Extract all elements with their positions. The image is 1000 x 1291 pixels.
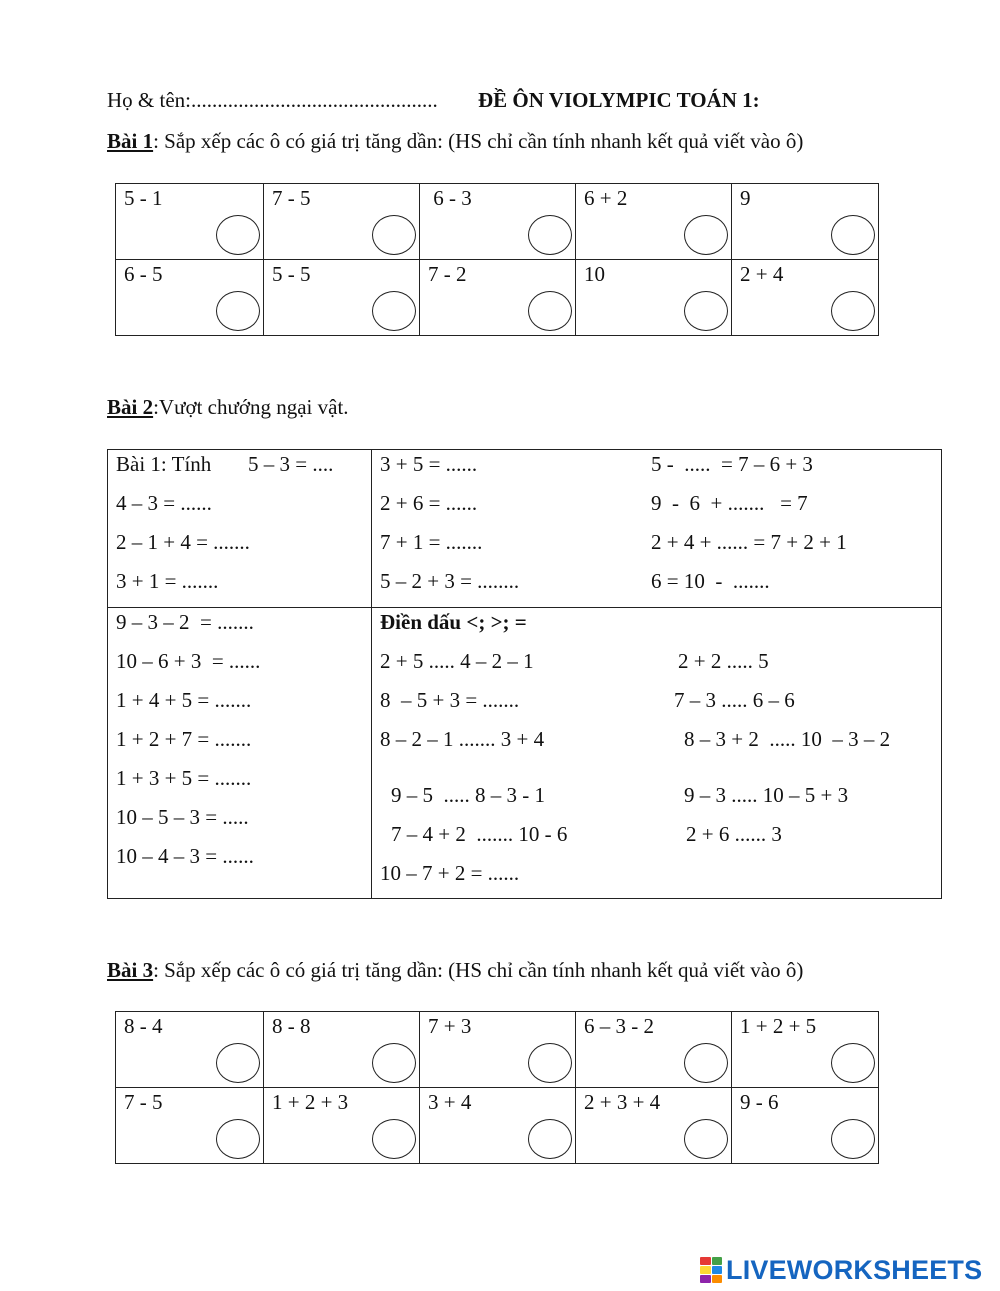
bai2-horizontal-divider [108, 607, 941, 608]
bai1-cell [420, 184, 576, 260]
cell-expression: 2 + 3 + 4 [584, 1090, 661, 1114]
cell-expression: 6 - 5 [124, 262, 163, 286]
answer-circle[interactable] [831, 215, 875, 255]
cell-expression: 3 + 4 [428, 1090, 472, 1114]
cell-expression: 7 - 2 [428, 262, 467, 286]
exercise-line[interactable]: 7 – 4 + 2 ....... 10 - 6 [391, 822, 568, 846]
exercise-line[interactable]: 8 – 5 + 3 = ....... [380, 688, 520, 712]
compare-title: Điền dấu <; >; = [380, 610, 527, 634]
bai3-row-1 [116, 1012, 879, 1088]
exercise-line[interactable]: 3 + 5 = ...... [380, 452, 478, 476]
exercise-line[interactable]: 2 + 4 + ...... = 7 + 2 + 1 [651, 530, 847, 554]
answer-circle[interactable] [831, 1119, 875, 1159]
cell-expression: 6 - 3 [428, 186, 472, 210]
exercise-line[interactable]: 9 – 3 – 2 = ....... [116, 610, 254, 634]
exercise-line[interactable]: 7 – 3 ..... 6 – 6 [674, 688, 795, 712]
exercise-line[interactable]: 10 – 7 + 2 = ...... [380, 861, 520, 885]
bai3-instruction: : Sắp xếp các ô có giá trị tăng dần: (HS chỉ cần tính nhanh kết quả viết vào ô) [153, 958, 804, 982]
exercise-line[interactable]: 8 – 2 – 1 ....... 3 + 4 [380, 727, 545, 751]
answer-circle[interactable] [528, 1119, 572, 1159]
answer-circle[interactable] [528, 1043, 572, 1083]
liveworksheets-logo [700, 1255, 982, 1285]
exercise-line[interactable]: 7 + 1 = ....... [380, 530, 483, 554]
answer-circle[interactable] [372, 291, 416, 331]
exercise-line[interactable]: 9 - 6 + ....... = 7 [651, 491, 808, 515]
exercise-line[interactable]: 1 + 4 + 5 = ....... [116, 688, 252, 712]
answer-circle[interactable] [528, 291, 572, 331]
exercise-line[interactable]: 2 + 5 ..... 4 – 2 – 1 [380, 649, 534, 673]
bai1-cell [264, 260, 420, 336]
bai1-label: Bài 1 [107, 129, 154, 153]
bai1-cell [732, 184, 879, 260]
answer-circle[interactable] [216, 291, 260, 331]
bai1-instruction: : Sắp xếp các ô có giá trị tăng dần: (HS chỉ cần tính nhanh kết quả viết vào ô) [153, 129, 804, 153]
exercise-line[interactable]: 6 = 10 - ....... [651, 569, 770, 593]
cell-expression: 6 – 3 - 2 [584, 1014, 654, 1038]
exercise-line[interactable]: 5 - ..... = 7 – 6 + 3 [651, 452, 813, 476]
bai1-cell [576, 260, 732, 336]
cell-expression: 2 + 4 [740, 262, 784, 286]
exercise-line[interactable]: 2 + 6 = ...... [380, 491, 478, 515]
bai1-cell [264, 184, 420, 260]
bai3-cell [420, 1012, 576, 1088]
bai3-cell [576, 1012, 732, 1088]
answer-circle[interactable] [684, 1043, 728, 1083]
bai2-label: Bài 2 [107, 395, 154, 419]
exercise-line[interactable]: 5 – 2 + 3 = ........ [380, 569, 520, 593]
cell-expression: 9 [740, 186, 751, 210]
exercise-line[interactable]: 1 + 3 + 5 = ....... [116, 766, 252, 790]
bai3-cell [264, 1012, 420, 1088]
bai3-cell [732, 1012, 879, 1088]
exercise-line[interactable]: 10 – 6 + 3 = ...... [116, 649, 261, 673]
cell-expression: 7 + 3 [428, 1014, 472, 1038]
cell-expression: 5 - 5 [272, 262, 311, 286]
bai1-cell [732, 260, 879, 336]
answer-circle[interactable] [216, 1043, 260, 1083]
logo-text: LIVEWORKSHEETS [726, 1254, 983, 1285]
cell-expression: 9 - 6 [740, 1090, 779, 1114]
name-line[interactable]: Họ & tên:............................................... [107, 88, 438, 112]
answer-circle[interactable] [372, 215, 416, 255]
exercise-line[interactable]: 8 – 3 + 2 ..... 10 – 3 – 2 [684, 727, 891, 751]
bai2-vertical-divider [371, 450, 372, 898]
exercise-line[interactable]: 2 + 6 ...... 3 [686, 822, 782, 846]
answer-circle[interactable] [372, 1043, 416, 1083]
bai3-cell [116, 1012, 264, 1088]
cell-expression: 1 + 2 + 3 [272, 1090, 349, 1114]
exercise-line[interactable]: 3 + 1 = ....... [116, 569, 219, 593]
bai1-heading [107, 129, 803, 154]
bai1-grid [115, 183, 879, 336]
answer-circle[interactable] [831, 1043, 875, 1083]
cell-expression: 5 - 1 [124, 186, 163, 210]
page-title: ĐỀ ÔN VIOLYMPIC TOÁN 1: [478, 88, 760, 112]
logo-mark-icon [700, 1257, 722, 1283]
bai3-row-2 [116, 1088, 879, 1164]
bai1-cell [116, 184, 264, 260]
cell-expression: 7 - 5 [272, 186, 311, 210]
bai3-cell [732, 1088, 879, 1164]
bai3-cell [420, 1088, 576, 1164]
answer-circle[interactable] [216, 215, 260, 255]
exercise-line[interactable]: 10 – 4 – 3 = ...... [116, 844, 254, 868]
answer-circle[interactable] [372, 1119, 416, 1159]
answer-circle[interactable] [684, 1119, 728, 1159]
answer-circle[interactable] [684, 291, 728, 331]
answer-circle[interactable] [528, 215, 572, 255]
exercise-line[interactable]: Bài 1: Tính 5 – 3 = .... [116, 452, 334, 476]
exercise-line[interactable]: 2 + 2 ..... 5 [678, 649, 769, 673]
bai1-row-1 [116, 184, 879, 260]
exercise-line[interactable]: 9 – 3 ..... 10 – 5 + 3 [684, 783, 849, 807]
bai3-cell [576, 1088, 732, 1164]
bai2-heading [107, 395, 349, 420]
exercise-line[interactable]: 10 – 5 – 3 = ..... [116, 805, 249, 829]
cell-expression: 7 - 5 [124, 1090, 163, 1114]
cell-expression: 8 - 8 [272, 1014, 311, 1038]
bai1-row-2 [116, 260, 879, 336]
answer-circle[interactable] [216, 1119, 260, 1159]
cell-expression: 8 - 4 [124, 1014, 163, 1038]
bai1-cell [116, 260, 264, 336]
exercise-line[interactable]: 9 – 5 ..... 8 – 3 - 1 [391, 783, 545, 807]
bai2-box [107, 449, 942, 899]
cell-expression: 10 [584, 262, 605, 286]
cell-expression: 6 + 2 [584, 186, 628, 210]
exercise-line[interactable]: 2 – 1 + 4 = ....... [116, 530, 250, 554]
bai2-instruction: :Vượt chướng ngại vật. [153, 395, 349, 419]
bai3-label: Bài 3 [107, 958, 154, 982]
exercise-line[interactable]: 4 – 3 = ...... [116, 491, 212, 515]
bai3-cell [264, 1088, 420, 1164]
bai3-grid [115, 1011, 879, 1164]
bai3-cell [116, 1088, 264, 1164]
answer-circle[interactable] [684, 215, 728, 255]
answer-circle[interactable] [831, 291, 875, 331]
cell-expression: 1 + 2 + 5 [740, 1014, 817, 1038]
exercise-line[interactable]: 1 + 2 + 7 = ....... [116, 727, 252, 751]
bai3-heading [107, 958, 803, 983]
bai1-cell [576, 184, 732, 260]
bai1-cell [420, 260, 576, 336]
